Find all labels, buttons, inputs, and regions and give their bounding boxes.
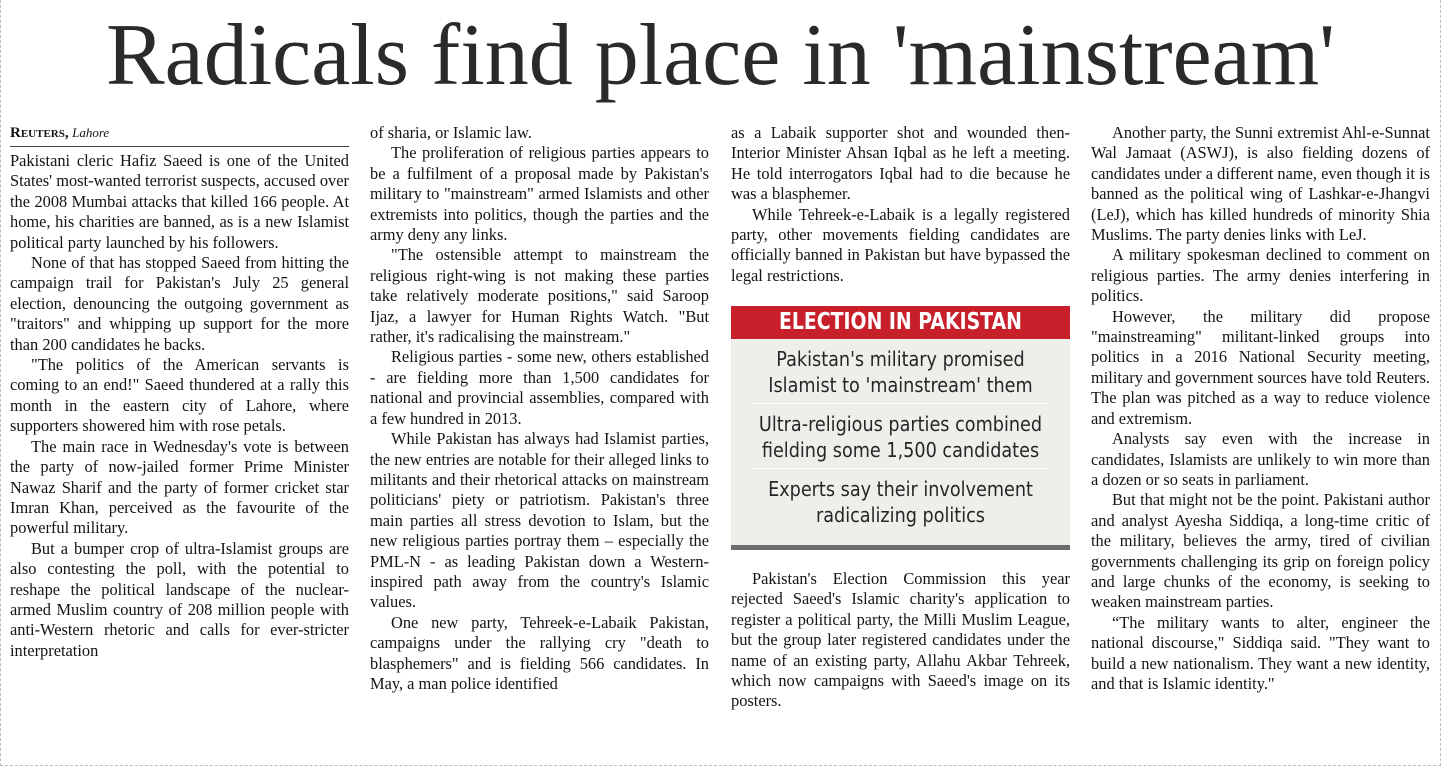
infobox-item-text: Ultra-religious parties combined fielding some 1,500 candidates <box>758 412 1043 462</box>
paragraph: Religious parties - some new, others established - are fielding more than 1,500 candidates for national and provincial assemblies, compared with a few hundred in 2013. <box>370 347 709 428</box>
infobox-bottom-rule <box>731 545 1070 550</box>
paragraph: of sharia, or Islamic law. <box>370 123 532 142</box>
byline-agency: Reuters, <box>10 125 69 141</box>
byline <box>10 123 349 147</box>
paragraph: as a Labaik supporter shot and wounded then-Interior Minister Ahsan Iqbal as he left a meeting. He told interrogators Iqbal had to die because he was a blasphemer. <box>731 123 1070 204</box>
paragraph: While Pakistan has always had Islamist parties, the new entries are notable for their alleged links to militants and their rhetorical attacks on mainstream politicians' piety or patriotism. Pakistan's three main parties all stress devotion to Islam, but the new religious parties portray them – especially the PML-N - as leading Pakistan down a Western-inspired path away from the country's Islamic values. <box>370 429 709 612</box>
election-infobox <box>731 306 1070 550</box>
paragraph: While Tehreek-e-Labaik is a legally registered party, other movements fielding candidates are officially banned in Pakistan but have bypassed the legal restrictions. <box>731 204 1070 285</box>
column-3-bottom <box>731 569 1070 712</box>
paragraph: The proliferation of religious parties appears to be a fulfilment of a proposal made by Pakistan's military to "mainstream" armed Islamists and other extremists into politics, though the parties and the army deny any links. <box>370 143 709 245</box>
column-1 <box>10 123 349 661</box>
paragraph: Pakistan's Election Commission this year rejected Saeed's Islamic charity's application to register a political party, the Milli Muslim League, but the group later registered candidates under the name of an existing party, Allahu Akbar Tehreek, which now campaigns with Saeed's image on its posters. <box>731 569 1070 711</box>
paragraph: The main race in Wednesday's vote is between the party of now-jailed former Prime Minister Nawaz Sharif and the party of former cricket star Imran Khan, perceived as the favourite of the powerful military. <box>10 436 349 538</box>
paragraph: But that might not be the point. Pakistani author and analyst Ayesha Siddiqa, a long-time critic of the military, believes the army, tired of civilian governments challenging its grip on foreign policy and large chunks of the economy, is seeking to weaken mainstream parties. <box>1091 490 1430 612</box>
column-4 <box>1091 123 1430 694</box>
column-3-top <box>731 123 1070 286</box>
paragraph: Another party, the Sunni extremist Ahl-e-Sunnat Wal Jamaat (ASWJ), is also fielding dozens of candidates under a different name, even though it is banned as the political wing of Lashkar-e-Jhangvi (LeJ), which has killed hundreds of minority Shia Muslims. The party denies links with LeJ. <box>1091 123 1430 245</box>
headline: Radicals find place in 'mainstream' <box>105 7 1336 104</box>
paragraph: However, the military did propose "mainstreaming" militant-linked groups into politics in a 2016 National Security meeting, military and government sources have told Reuters. The plan was pitched as a way to reduce violence and extremism. <box>1091 306 1430 428</box>
infobox-item <box>731 469 1070 533</box>
infobox-item-text: Experts say their involvement radicalizing politics <box>768 477 1033 527</box>
paragraph: Analysts say even with the increase in candidates, Islamists are unlikely to win more than a dozen or so seats in parliament. <box>1091 429 1430 489</box>
infobox-item <box>731 404 1070 468</box>
infobox-title-bar <box>731 306 1070 339</box>
infobox-item <box>731 339 1070 403</box>
paragraph: Pakistani cleric Hafiz Saeed is one of the United States' most-wanted terrorist suspects, accused over the 2008 Mumbai attacks that killed 166 people. At home, his charities are banned, as is a new Islamist political party launched by his followers. <box>10 151 349 252</box>
paragraph: One new party, Tehreek-e-Labaik Pakistan, campaigns under the rallying cry "death to blasphemers" and is fielding 566 candidates. In May, a man police identified <box>370 612 709 693</box>
paragraph: None of that has stopped Saeed from hitting the campaign trail for Pakistan's July 25 general election, denouncing the outgoing government as "traitors" and whipping up support for the more than 200 candidates he backs. <box>10 253 349 354</box>
byline-place: Lahore <box>72 125 110 140</box>
page-border-left <box>0 0 1 766</box>
paragraph: "The ostensible attempt to mainstream the religious right-wing is not making these parties take relatively moderate positions," said Saroop Ijaz, a lawyer for Human Rights Watch. "But rather, it's radicalising the mainstream." <box>370 245 709 347</box>
infobox-title: ELECTION IN PAKISTAN <box>762 306 1040 339</box>
paragraph: “The military wants to alter, engineer the national discourse," Siddiqa said. "They want to build a new nationalism. They want a new identity, and that is Islamic identity." <box>1091 612 1430 693</box>
infobox-item-text: Pakistan's military promised Islamist to 'mainstream' them <box>768 347 1033 397</box>
paragraph: A military spokesman declined to comment on religious parties. The army denies interfering in politics. <box>1091 245 1430 306</box>
paragraph: "The politics of the American servants is coming to an end!" Saeed thundered at a rally this month in the eastern city of Lahore, where supporters showered him with rose petals. <box>10 355 349 436</box>
paragraph: But a bumper crop of ultra-Islamist groups are also contesting the poll, with the potential to reshape the political landscape of the nuclear-armed Muslim country of 208 million people with anti-Western rhetoric and calls for ever-stricter interpretation <box>10 538 349 660</box>
column-2 <box>370 123 709 694</box>
